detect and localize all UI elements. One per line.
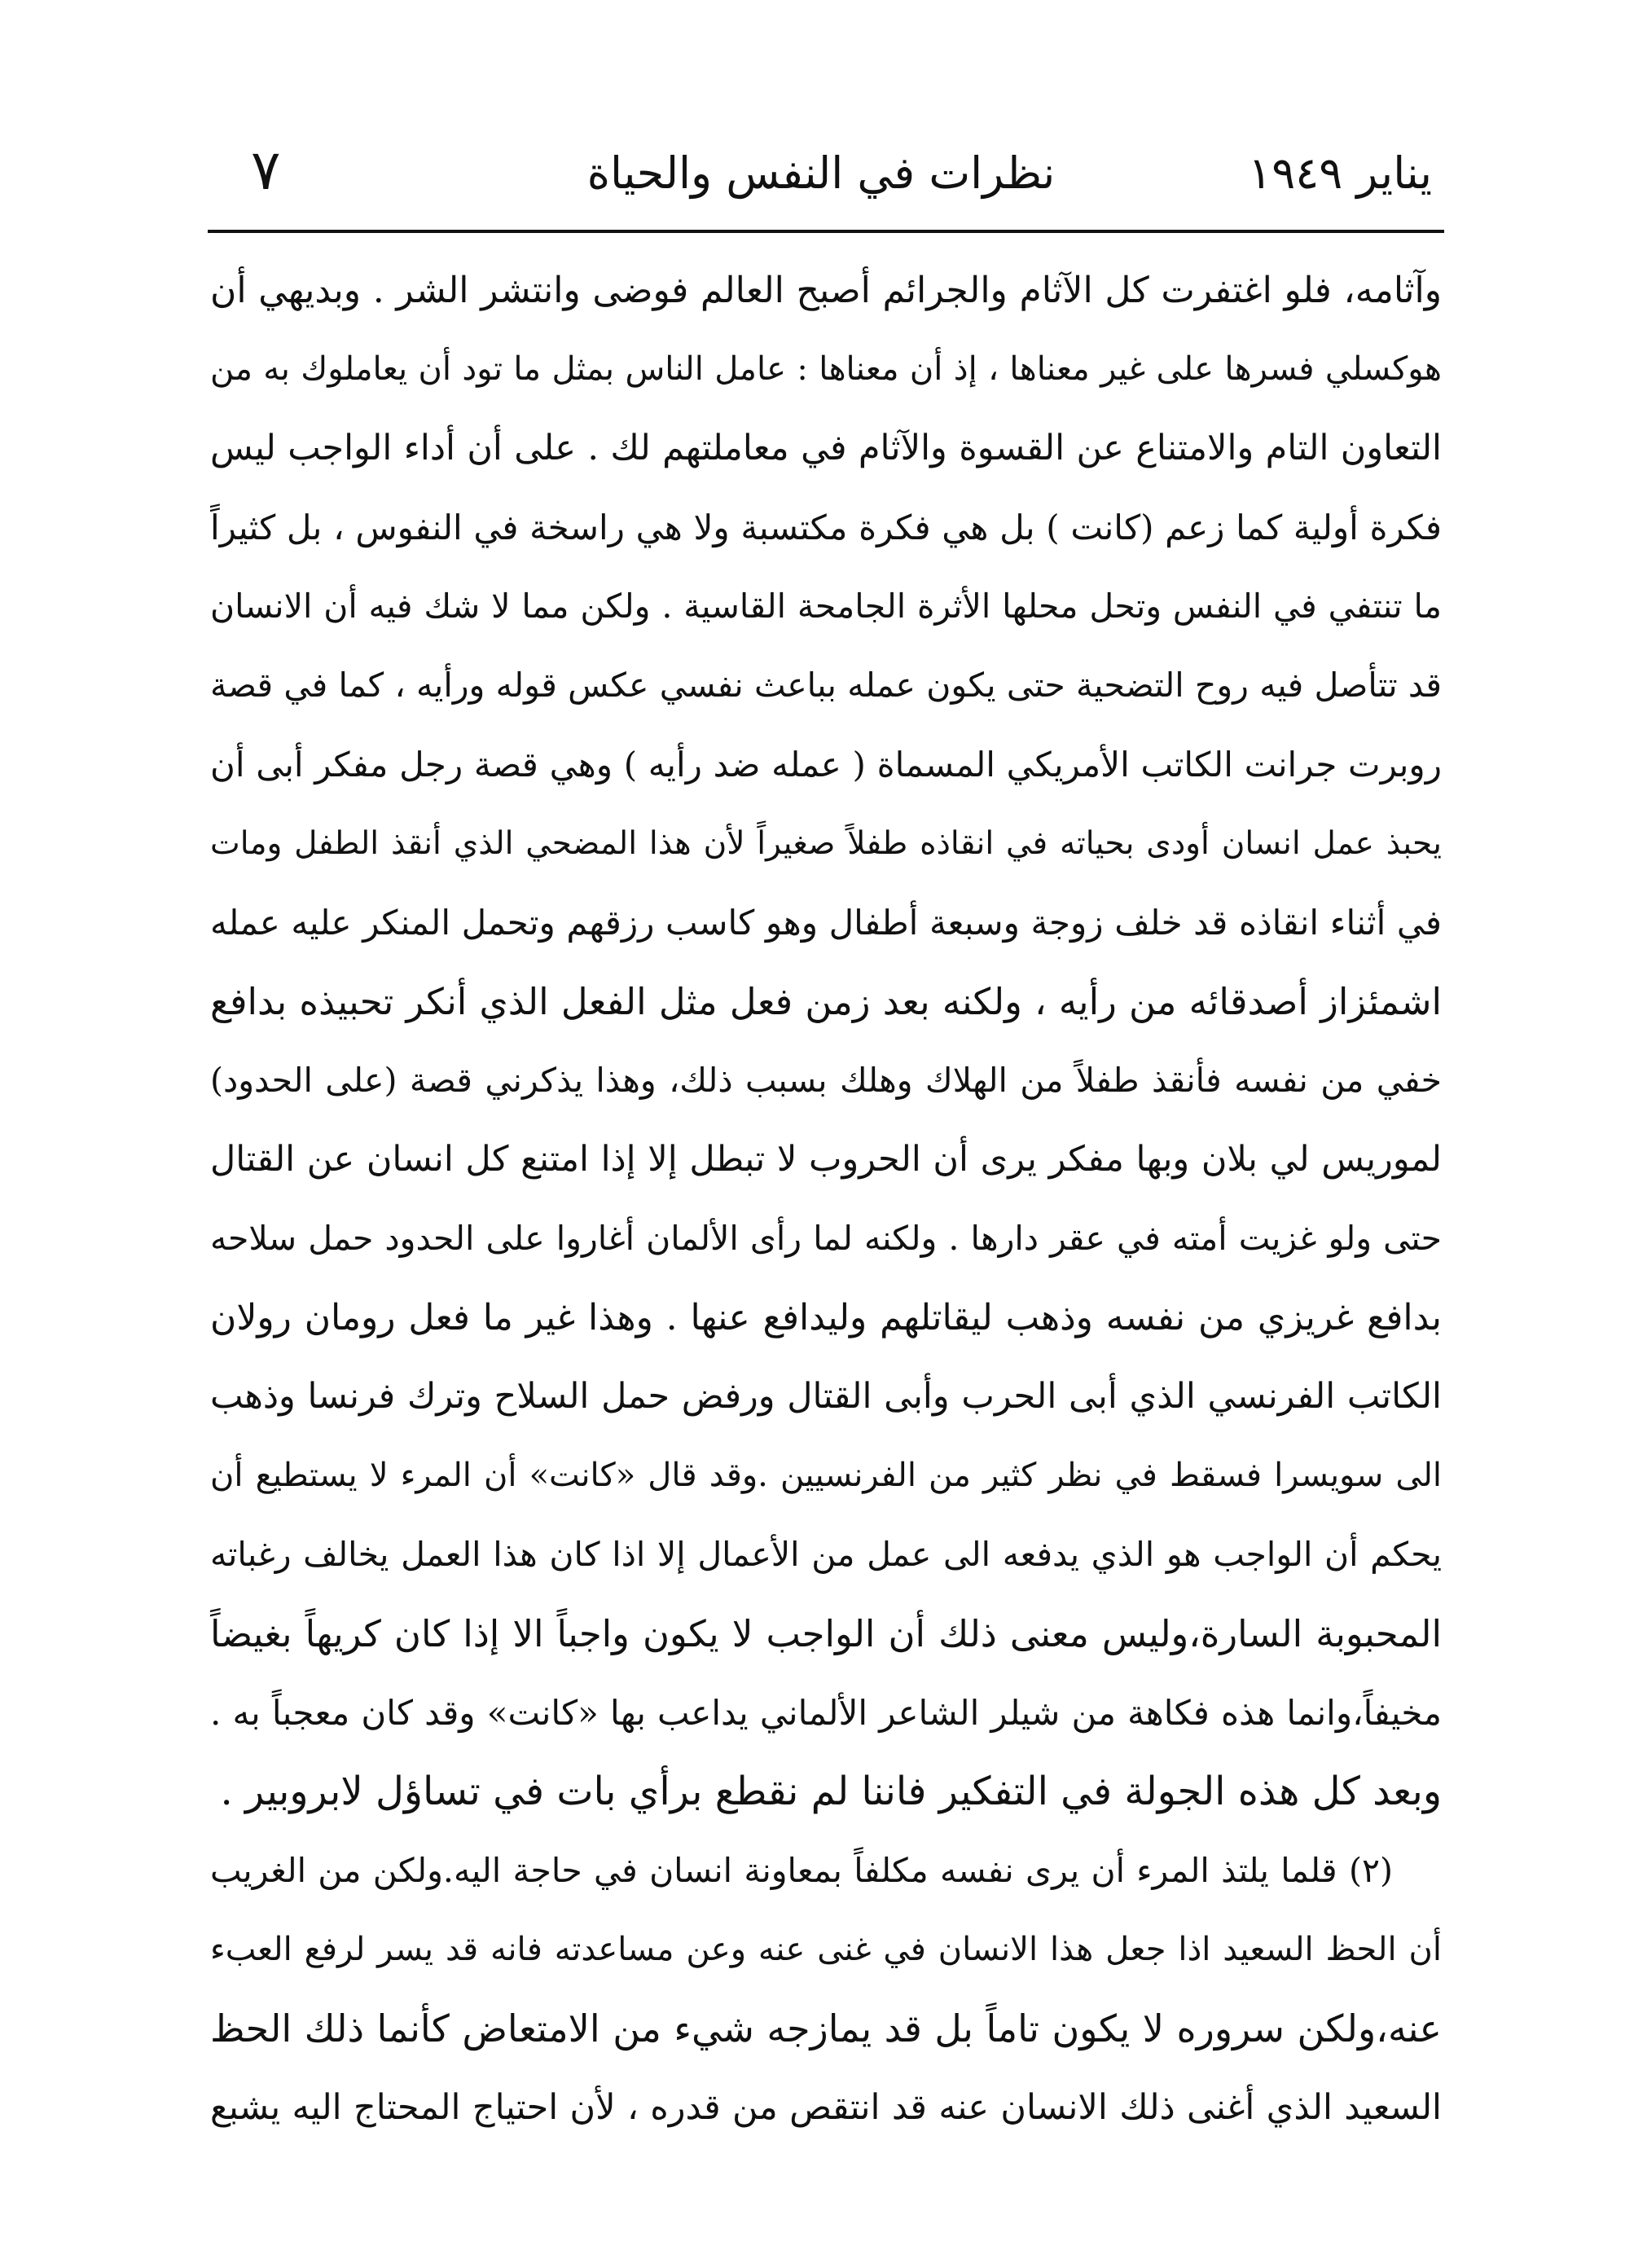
text-line: الى سويسرا فسقط في نظر كثير من الفرنسيين .وقد قال «كانت» أن المرء لا يستطيع أن: [210, 1457, 1442, 1494]
header-title: نظرات في النفس والحياة: [586, 147, 1056, 199]
text-line: قد تتأصل فيه روح التضحية حتى يكون عمله بباعث نفسي عكس قوله ورأيه ، كما في قصة: [210, 666, 1442, 705]
text-line: في أثناء انقاذه قد خلف زوجة وسبعة أطفال وهو كاسب رزقهم وتحمل المنكر عليه عمله: [210, 903, 1442, 943]
text-line: خفي من نفسه فأنقذ طفلاً من الهلاك وهلك بسبب ذلك، وهذا يذكرني قصة (على الحدود): [210, 1061, 1442, 1100]
running-head: [210, 138, 1432, 212]
text-line: مخيفاً،وانما هذه فكاهة من شيلر الشاعر الألماني يداعب بها «كانت» وقد كان معجباً به .: [210, 1693, 1442, 1733]
page-number: ٧: [251, 138, 281, 203]
text-line: أن الحظ السعيد اذا جعل هذا الانسان في غنى عنه وعن مساعدته فانه قد يسر لرفع العبء: [210, 1931, 1442, 1968]
text-line: التعاون التام والامتناع عن القسوة والآثام في معاملتهم لك . على أن أداء الواجب ليس: [210, 428, 1442, 468]
text-line: يحبذ عمل انسان أودى بحياته في انقاذه طفلاً صغيراً لأن هذا المضحي الذي أنقذ الطفل ومات: [210, 825, 1442, 862]
text-line: هوكسلي فسرها على غير معناها ، إذ أن معناها : عامل الناس بمثل ما تود أن يعاملوك به من: [210, 350, 1442, 388]
text-line: روبرت جرانت الكاتب الأمريكي المسماة ( عمله ضد رأيه ) وهي قصة رجل مفكر أبى أن: [210, 745, 1442, 785]
text-line: بدافع غريزي من نفسه وذهب ليقاتلهم وليدافع عنها . وهذا غير ما فعل رومان رولان: [210, 1297, 1442, 1338]
body-text: [210, 251, 1442, 2147]
text-line: السعيد الذي أغنى ذلك الانسان عنه قد انتقص من قدره ، لأن احتياج المحتاج اليه يشبع: [210, 2087, 1442, 2128]
text-line: ما تنتفي في النفس وتحل محلها الأثرة الجامحة القاسية . ولكن مما لا شك فيه أن الانسان: [210, 587, 1442, 626]
text-line: فكرة أولية كما زعم (كانت ) بل هي فكرة مكتسبة ولا هي راسخة في النفوس ، بل كثيراً: [210, 508, 1442, 547]
text-line: المحبوبة السارة،وليس معنى ذلك أن الواجب لا يكون واجباً الا إذا كان كريهاً بغيضاً: [210, 1612, 1442, 1655]
header-rule: [208, 230, 1444, 233]
text-line: (٢) قلما يلتذ المرء أن يرى نفسه مكلفاً بمعاونة انسان في حاجة اليه.ولكن من الغريب: [210, 1851, 1393, 1890]
text-line: يحكم أن الواجب هو الذي يدفعه الى عمل من الأعمال إلا اذا كان هذا العمل يخالف رغباته: [210, 1535, 1442, 1574]
text-line: الكاتب الفرنسي الذي أبى الحرب وأبى القتال ورفض حمل السلاح وترك فرنسا وذهب: [210, 1376, 1442, 1417]
text-line: وآثامه، فلو اغتفرت كل الآثام والجرائم أصبح العالم فوضى وانتشر الشر . وبديهي أن: [210, 270, 1442, 311]
text-line: لموريس لي بلان وبها مفكر يرى أن الحروب لا تبطل إلا إذا امتنع كل انسان عن القتال: [210, 1139, 1442, 1180]
text-line: اشمئزاز أصدقائه من رأيه ، ولكنه بعد زمن فعل مثل الفعل الذي أنكر تحبيذه بدافع: [210, 980, 1442, 1023]
text-line: حتى ولو غزيت أمته في عقر دارها . ولكنه لما رأى الألمان أغاروا على الحدود حمل سلاحه: [210, 1219, 1442, 1258]
text-line: وبعد كل هذه الجولة في التفكير فاننا لم نقطع برأي بات في تساؤل لابروبير .: [220, 1769, 1442, 1814]
header-date: يناير ١٩٤٩: [1248, 147, 1432, 199]
text-line: عنه،ولكن سروره لا يكون تاماً بل قد يمازجه شيء من الامتعاض كأنما ذلك الحظ: [210, 2006, 1442, 2050]
